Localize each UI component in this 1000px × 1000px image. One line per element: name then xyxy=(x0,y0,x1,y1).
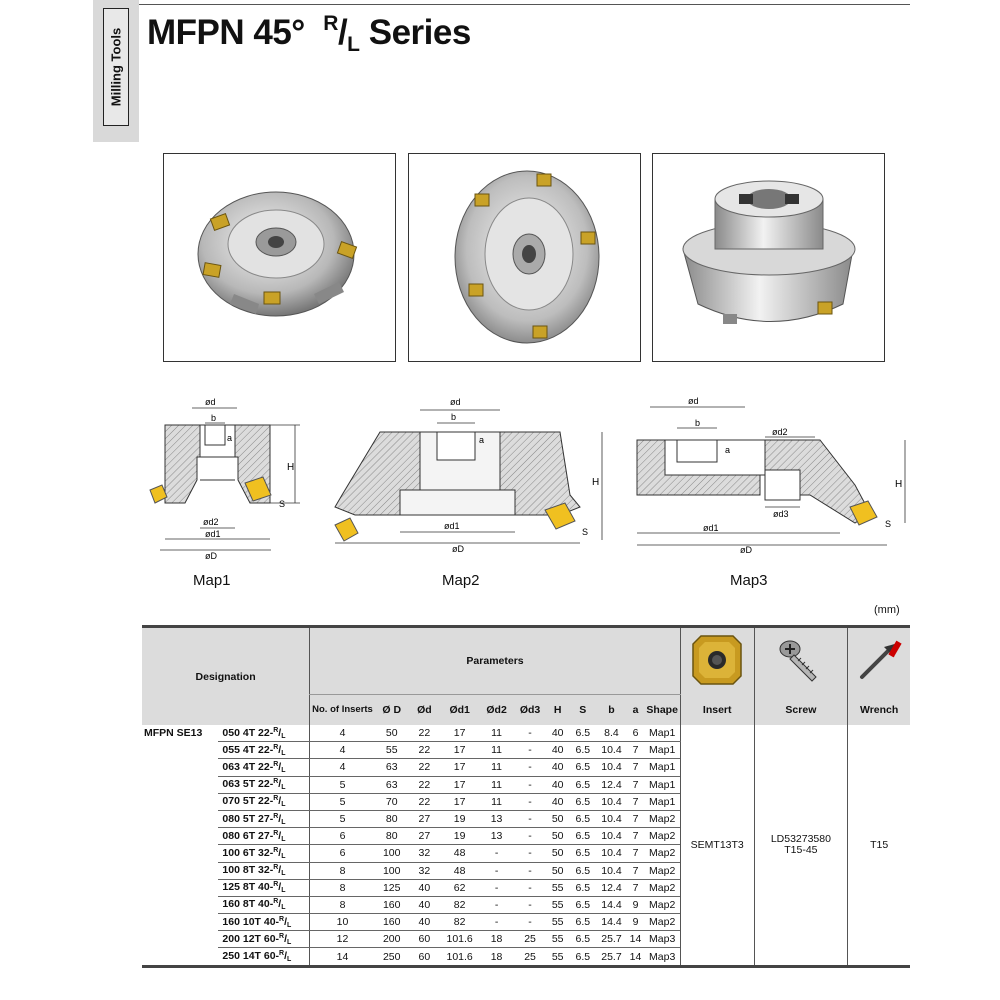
cell-7: 6.5 xyxy=(569,810,596,827)
cell-6: 55 xyxy=(546,948,569,966)
section-tab-frame xyxy=(103,8,129,126)
parameters-header: Parameters xyxy=(310,627,681,695)
designation-code: 080 6T 27-$^R$/L xyxy=(218,828,309,845)
cell-2: 40 xyxy=(409,914,441,931)
cell-3: 82 xyxy=(440,896,479,913)
cell-0: 6 xyxy=(310,828,375,845)
cell-5: - xyxy=(514,776,546,793)
cell-5: - xyxy=(514,879,546,896)
cell-8: 12.4 xyxy=(596,776,626,793)
cell-3: 48 xyxy=(440,862,479,879)
cell-0: 6 xyxy=(310,845,375,862)
cell-3: 17 xyxy=(440,742,479,759)
cell-9: 7 xyxy=(627,810,645,827)
cell-6: 55 xyxy=(546,896,569,913)
cell-7: 6.5 xyxy=(569,828,596,845)
spec-table xyxy=(142,625,910,968)
cell-8: 14.4 xyxy=(596,896,626,913)
cell-2: 27 xyxy=(409,828,441,845)
screw-value xyxy=(754,725,848,966)
map2-d-label: ød xyxy=(450,397,461,407)
cell-1: 63 xyxy=(375,776,409,793)
map2-s-label: S xyxy=(582,527,589,537)
cell-3: 17 xyxy=(440,725,479,742)
map1-s-label: S xyxy=(279,499,286,509)
designation-hand-l: L xyxy=(281,904,286,912)
cell-5: - xyxy=(514,793,546,810)
title-tail: Series xyxy=(368,13,471,52)
cell-6: 40 xyxy=(546,793,569,810)
cell-8: 25.7 xyxy=(596,931,626,948)
cell-5: 25 xyxy=(514,948,546,966)
cell-8: 10.4 xyxy=(596,845,626,862)
title-slash: / xyxy=(337,13,348,52)
cell-4: - xyxy=(479,914,514,931)
col-a: a xyxy=(632,704,639,716)
cell-2: 32 xyxy=(409,845,441,862)
cell-1: 100 xyxy=(375,862,409,879)
screw-value-1: LD53273580 xyxy=(770,832,831,845)
cell-1: 50 xyxy=(375,725,409,742)
cell-6: 55 xyxy=(546,879,569,896)
cell-5: - xyxy=(514,759,546,776)
cell-10: Map2 xyxy=(644,810,680,827)
designation-code-text: 100 8T 32- xyxy=(222,864,274,877)
designation-hand-r: R xyxy=(273,726,279,734)
map3-drawing xyxy=(625,395,915,560)
cell-9: 7 xyxy=(627,793,645,810)
model-name: MFPN SE13 xyxy=(142,725,218,966)
designation-hand-l: L xyxy=(287,938,292,946)
designation-hand-l: L xyxy=(287,921,292,929)
cell-10: Map1 xyxy=(644,742,680,759)
designation-hand-l: L xyxy=(281,818,286,826)
designation-hand-r: R xyxy=(279,932,285,940)
cell-2: 22 xyxy=(409,793,441,810)
title-sup: R xyxy=(323,12,338,35)
cell-3: 101.6 xyxy=(440,931,479,948)
designation-code: 100 8T 32-$^R$/L xyxy=(218,862,309,879)
cell-10: Map2 xyxy=(644,896,680,913)
cell-6: 50 xyxy=(546,810,569,827)
cell-10: Map1 xyxy=(644,725,680,742)
cell-10: Map2 xyxy=(644,845,680,862)
cell-4: 11 xyxy=(479,742,514,759)
designation-code-text: 160 8T 40- xyxy=(222,898,274,911)
cell-4: - xyxy=(479,845,514,862)
cell-2: 32 xyxy=(409,862,441,879)
cell-9: 7 xyxy=(627,845,645,862)
map1-bigd-label: øD xyxy=(205,551,217,560)
map3-b-label: b xyxy=(695,418,701,428)
designation-hand-r: R xyxy=(273,829,279,837)
cell-5: - xyxy=(514,810,546,827)
section-tab xyxy=(93,0,139,142)
cell-2: 22 xyxy=(409,725,441,742)
map2-b-label: b xyxy=(451,412,457,422)
cell-8: 25.7 xyxy=(596,948,626,966)
section-tab-label: Milling Tools xyxy=(108,27,124,107)
designation-code: 160 8T 40-$^R$/L xyxy=(218,896,309,913)
screw-icon xyxy=(776,635,826,685)
cell-7: 6.5 xyxy=(569,793,596,810)
insert-image-cell xyxy=(680,627,754,695)
designation-code-text: 160 10T 40- xyxy=(222,915,280,928)
cell-4: 11 xyxy=(479,776,514,793)
cell-7: 6.5 xyxy=(569,948,596,966)
map1-d-label: ød xyxy=(205,397,216,407)
cell-5: - xyxy=(514,914,546,931)
cell-3: 48 xyxy=(440,845,479,862)
cell-8: 10.4 xyxy=(596,862,626,879)
cell-10: Map3 xyxy=(644,931,680,948)
wrench-icon xyxy=(854,635,904,685)
cell-4: 13 xyxy=(479,810,514,827)
cell-10: Map2 xyxy=(644,879,680,896)
cell-2: 22 xyxy=(409,759,441,776)
screw-image-cell xyxy=(754,627,848,695)
designation-code-text: 250 14T 60- xyxy=(222,950,280,963)
designation-hand-r: R xyxy=(273,778,279,786)
cell-5: - xyxy=(514,742,546,759)
col-shape: Shape xyxy=(646,704,678,716)
cell-0: 5 xyxy=(310,793,375,810)
cell-3: 17 xyxy=(440,793,479,810)
designation-hand-r: R xyxy=(273,760,279,768)
cell-7: 6.5 xyxy=(569,879,596,896)
cell-4: - xyxy=(479,879,514,896)
cell-0: 4 xyxy=(310,742,375,759)
designation-code-text: 200 12T 60- xyxy=(222,932,280,945)
designation-hand-l: L xyxy=(281,766,286,774)
designation-code: 070 5T 22-$^R$/L xyxy=(218,793,309,810)
cell-7: 6.5 xyxy=(569,759,596,776)
cell-3: 19 xyxy=(440,828,479,845)
designation-hand-l: L xyxy=(281,732,286,740)
header-rule xyxy=(139,4,910,5)
designation-code: 080 5T 27-$^R$/L xyxy=(218,810,309,827)
wrench-value: T15 xyxy=(848,725,910,966)
map1-drawing xyxy=(145,395,320,560)
map3-d1-label: ød1 xyxy=(703,523,719,533)
col-d2: Ød2 xyxy=(486,704,507,716)
designation-hand-r: R xyxy=(279,915,285,923)
cell-4: 11 xyxy=(479,793,514,810)
designation-hand-l: L xyxy=(281,749,286,757)
cell-8: 10.4 xyxy=(596,759,626,776)
cell-7: 6.5 xyxy=(569,862,596,879)
cell-3: 19 xyxy=(440,810,479,827)
map1-h-label: H xyxy=(287,462,295,473)
cell-8: 10.4 xyxy=(596,793,626,810)
cell-0: 8 xyxy=(310,896,375,913)
map2-d1-label: ød1 xyxy=(444,521,460,531)
cell-2: 60 xyxy=(409,948,441,966)
designation-hand-r: R xyxy=(273,812,279,820)
designation-code: 125 8T 40-$^R$/L xyxy=(218,879,309,896)
cell-6: 50 xyxy=(546,862,569,879)
screw-value-2: T15-45 xyxy=(784,843,818,856)
cell-8: 14.4 xyxy=(596,914,626,931)
col-H: H xyxy=(553,704,562,716)
cell-7: 6.5 xyxy=(569,725,596,742)
cell-8: 10.4 xyxy=(596,742,626,759)
title-sub: L xyxy=(347,33,360,56)
cell-2: 60 xyxy=(409,931,441,948)
cell-9: 7 xyxy=(627,862,645,879)
designation-code-text: 080 5T 27- xyxy=(222,812,274,825)
cell-2: 27 xyxy=(409,810,441,827)
designation-hand-r: R xyxy=(273,846,279,854)
map3-d2-label: ød2 xyxy=(772,427,788,437)
cell-0: 4 xyxy=(310,759,375,776)
designation-hand-l: L xyxy=(281,835,286,843)
cell-1: 100 xyxy=(375,845,409,862)
designation-code: 200 12T 60-$^R$/L xyxy=(218,931,309,948)
cell-7: 6.5 xyxy=(569,914,596,931)
cell-10: Map2 xyxy=(644,828,680,845)
designation-hand-l: L xyxy=(281,852,286,860)
map1-b-label: b xyxy=(211,413,217,423)
cell-6: 50 xyxy=(546,828,569,845)
cell-4: 11 xyxy=(479,759,514,776)
cell-6: 40 xyxy=(546,759,569,776)
cell-1: 80 xyxy=(375,828,409,845)
map3-h-label: H xyxy=(895,479,903,490)
designation-hand-r: R xyxy=(273,881,279,889)
cell-7: 6.5 xyxy=(569,776,596,793)
cell-9: 7 xyxy=(627,759,645,776)
map1-d2-label: ød2 xyxy=(203,517,219,527)
designation-hand-l: L xyxy=(281,784,286,792)
title-main: MFPN 45° xyxy=(147,13,305,52)
cell-4: 18 xyxy=(479,948,514,966)
cell-1: 250 xyxy=(375,948,409,966)
cell-9: 7 xyxy=(627,776,645,793)
designation-code: 100 6T 32-$^R$/L xyxy=(218,845,309,862)
table-row xyxy=(142,725,910,742)
map2-label: Map2 xyxy=(442,572,480,589)
cell-3: 17 xyxy=(440,759,479,776)
map2-a-label: a xyxy=(479,435,485,445)
insert-value: SEMT13T3 xyxy=(680,725,754,966)
cell-5: 25 xyxy=(514,931,546,948)
cell-8: 8.4 xyxy=(596,725,626,742)
cell-10: Map1 xyxy=(644,776,680,793)
cell-7: 6.5 xyxy=(569,742,596,759)
cell-5: - xyxy=(514,828,546,845)
designation-hand-r: R xyxy=(273,898,279,906)
cell-4: 13 xyxy=(479,828,514,845)
col-d3: Ød3 xyxy=(519,704,541,716)
cell-10: Map1 xyxy=(644,759,680,776)
designation-hand-l: L xyxy=(287,956,292,964)
cell-9: 14 xyxy=(627,948,645,966)
cell-8: 12.4 xyxy=(596,879,626,896)
cell-3: 82 xyxy=(440,914,479,931)
designation-header: Designation xyxy=(142,627,310,726)
map3-d3-label: ød3 xyxy=(773,509,789,519)
cell-8: 10.4 xyxy=(596,810,626,827)
cell-1: 63 xyxy=(375,759,409,776)
map3-s-label: S xyxy=(885,519,892,529)
designation-hand-r: R xyxy=(273,743,279,751)
cell-4: 11 xyxy=(479,725,514,742)
unit-label: (mm) xyxy=(874,604,900,616)
wrench-header: Wrench xyxy=(848,695,910,726)
cell-6: 55 xyxy=(546,931,569,948)
map3-a-label: a xyxy=(725,445,731,455)
cell-0: 10 xyxy=(310,914,375,931)
insert-header: Insert xyxy=(680,695,754,726)
map1-label: Map1 xyxy=(193,572,231,589)
designation-hand-l: L xyxy=(281,801,286,809)
cell-2: 22 xyxy=(409,742,441,759)
cell-9: 6 xyxy=(627,725,645,742)
cell-7: 6.5 xyxy=(569,896,596,913)
cell-3: 101.6 xyxy=(440,948,479,966)
cell-4: 18 xyxy=(479,931,514,948)
designation-hand-l: L xyxy=(281,887,286,895)
cell-5: - xyxy=(514,725,546,742)
designation-code-text: 125 8T 40- xyxy=(222,881,274,894)
cell-6: 40 xyxy=(546,725,569,742)
wrench-image-cell xyxy=(848,627,910,695)
cell-10: Map2 xyxy=(644,862,680,879)
cell-1: 80 xyxy=(375,810,409,827)
cell-9: 14 xyxy=(627,931,645,948)
cell-4: - xyxy=(479,862,514,879)
cell-0: 5 xyxy=(310,810,375,827)
cell-9: 7 xyxy=(627,742,645,759)
cell-1: 125 xyxy=(375,879,409,896)
map2-h-label: H xyxy=(592,477,600,488)
map2-drawing xyxy=(330,395,610,560)
product-photo-1 xyxy=(163,153,396,362)
cell-0: 5 xyxy=(310,776,375,793)
map1-a-label: a xyxy=(227,433,233,443)
designation-code-text: 063 4T 22- xyxy=(222,760,274,773)
screw-header: Screw xyxy=(754,695,848,726)
col-b: b xyxy=(608,704,615,716)
cell-1: 55 xyxy=(375,742,409,759)
map3-bigd-label: øD xyxy=(740,545,752,555)
col-d1: Ød1 xyxy=(449,704,470,716)
insert-icon xyxy=(687,630,747,690)
map3-d-label: ød xyxy=(688,396,699,406)
designation-code-text: 063 5T 22- xyxy=(222,778,274,791)
designation-code: 055 4T 22-$^R$/L xyxy=(218,742,309,759)
cell-2: 22 xyxy=(409,776,441,793)
cell-4: - xyxy=(479,896,514,913)
designation-hand-l: L xyxy=(281,870,286,878)
designation-code-text: 055 4T 22- xyxy=(222,743,274,756)
map1-d1-label: ød1 xyxy=(205,529,221,539)
cell-9: 7 xyxy=(627,828,645,845)
cell-7: 6.5 xyxy=(569,931,596,948)
cell-9: 7 xyxy=(627,879,645,896)
cell-1: 200 xyxy=(375,931,409,948)
cell-9: 9 xyxy=(627,896,645,913)
cell-6: 40 xyxy=(546,776,569,793)
designation-hand-r: R xyxy=(273,795,279,803)
designation-code-text: 080 6T 27- xyxy=(222,829,274,842)
cell-9: 9 xyxy=(627,914,645,931)
cell-6: 55 xyxy=(546,914,569,931)
cell-10: Map2 xyxy=(644,914,680,931)
designation-hand-r: R xyxy=(279,950,285,958)
col-no-inserts: No. of Inserts xyxy=(310,695,375,726)
designation-code: 063 5T 22-$^R$/L xyxy=(218,776,309,793)
cell-1: 160 xyxy=(375,914,409,931)
cell-1: 70 xyxy=(375,793,409,810)
cell-7: 6.5 xyxy=(569,845,596,862)
col-D: Ø D xyxy=(382,704,402,716)
cell-5: - xyxy=(514,896,546,913)
cell-0: 12 xyxy=(310,931,375,948)
cell-2: 40 xyxy=(409,879,441,896)
designation-code: 063 4T 22-$^R$/L xyxy=(218,759,309,776)
cell-6: 40 xyxy=(546,742,569,759)
cell-0: 14 xyxy=(310,948,375,966)
cell-5: - xyxy=(514,862,546,879)
cell-6: 50 xyxy=(546,845,569,862)
product-photo-2 xyxy=(408,153,641,362)
cell-3: 62 xyxy=(440,879,479,896)
cell-5: - xyxy=(514,845,546,862)
product-photo-3 xyxy=(652,153,885,362)
cell-1: 160 xyxy=(375,896,409,913)
col-S: S xyxy=(579,704,587,716)
designation-code: 160 10T 40-$^R$/L xyxy=(218,914,309,931)
col-d: Ød xyxy=(417,704,432,716)
cell-0: 4 xyxy=(310,725,375,742)
cell-0: 8 xyxy=(310,879,375,896)
cell-8: 10.4 xyxy=(596,828,626,845)
designation-code-text: 070 5T 22- xyxy=(222,795,274,808)
cell-10: Map1 xyxy=(644,793,680,810)
designation-code-text: 050 4T 22- xyxy=(222,726,274,739)
designation-code: 050 4T 22-$^R$/L xyxy=(218,725,309,742)
map3-label: Map3 xyxy=(730,572,768,589)
map2-bigd-label: øD xyxy=(452,544,464,554)
cell-0: 8 xyxy=(310,862,375,879)
cell-10: Map3 xyxy=(644,948,680,966)
designation-code-text: 100 6T 32- xyxy=(222,846,274,859)
designation-code: 250 14T 60-$^R$/L xyxy=(218,948,309,966)
page-title xyxy=(147,12,471,57)
cell-2: 40 xyxy=(409,896,441,913)
cell-3: 17 xyxy=(440,776,479,793)
designation-hand-r: R xyxy=(273,864,279,872)
